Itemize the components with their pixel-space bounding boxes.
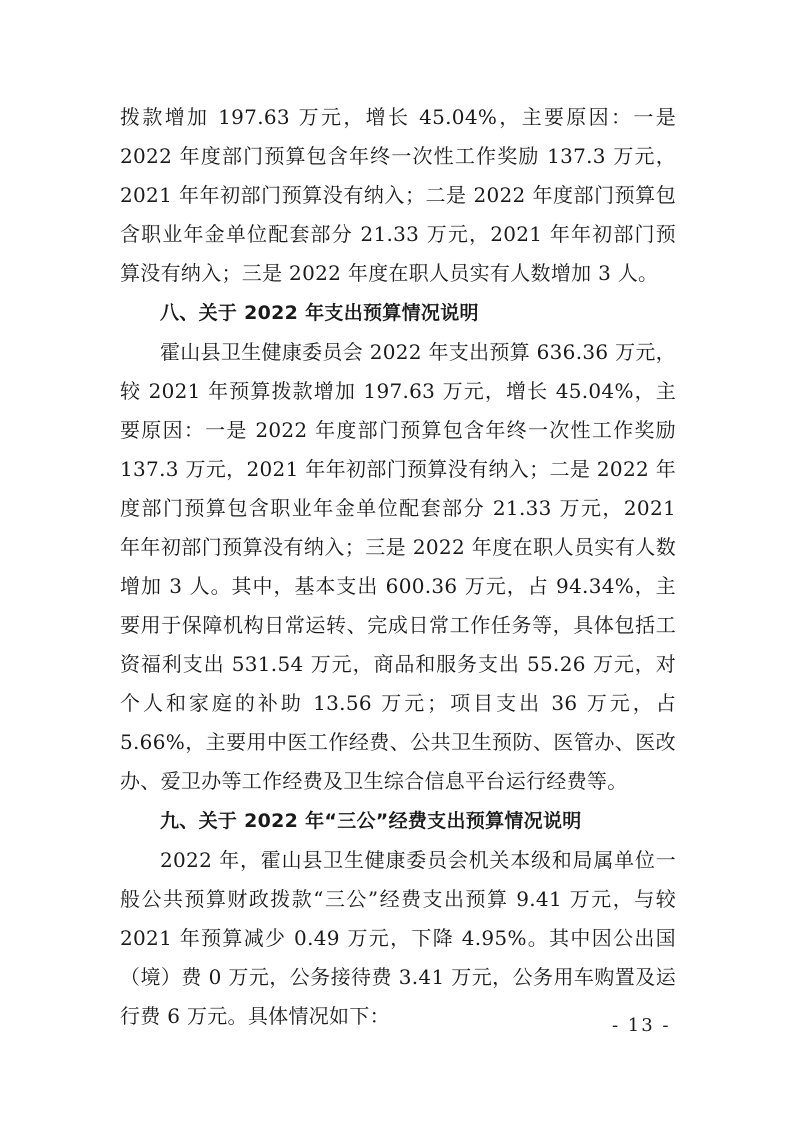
page-number: - 13 - — [612, 1015, 671, 1036]
paragraph-expenditure-budget: 霍山县卫生健康委员会 2022 年支出预算 636.36 万元，较 2021 年预算拨款增加 197.63 万元，增长 45.04%，主要原因：一是 2022 年度部门预算包含年终一次性工作奖励 137.3 万元，2021 年年初部门预算没有纳入；二是 2022 年度部门预算包含职业年金单位配套部分 21.33 万元，2021 年年初部门预算没有纳入；三是 2022 年度在职人员实有人数增加 3 人。其中，基本支出 600.36 万元，占 94.34%，主要用于保障机构日常运转、完成日常工作任务等，具体包括工资福利支出 531.54 万元，商品和服务支出 55.26 万元，对个人和家庭的补助 13.56 万元；项目支出 36 万元，占 5.66%，主要用中医工作经费、公共卫生预防、医管办、医改办、爱卫办等工作经费及卫生综合信息平台运行经费等。 — [120, 340, 676, 793]
section-heading-8: 八、关于 2022 年支出预算情况说明 — [160, 302, 479, 324]
paragraph-continued: 拨款增加 197.63 万元，增长 45.04%，主要原因：一是 2022 年度部门预算包含年终一次性工作奖励 137.3 万元，2021 年年初部门预算没有纳入；二是 2022 年度部门预算包含职业年金单位配套部分 21.33 万元，2021 年年初部门预算没有纳入；三是 2022 年度在职人员实有人数增加 3 人。 — [120, 105, 676, 285]
paragraph-three-public-expenses: 2022 年，霍山县卫生健康委员会机关本级和局属单位一般公共预算财政拨款“三公”经费支出预算 9.41 万元，与较 2021 年预算减少 0.49 万元，下降 4.95%。其中因公出国（境）费 0 万元，公务接待费 3.41 万元，公务用车购置及运行费 6 万元。具体情况如下： — [120, 848, 676, 1028]
page-body — [120, 98, 676, 1036]
section-heading-9: 九、关于 2022 年“三公”经费支出预算情况说明 — [160, 810, 582, 832]
